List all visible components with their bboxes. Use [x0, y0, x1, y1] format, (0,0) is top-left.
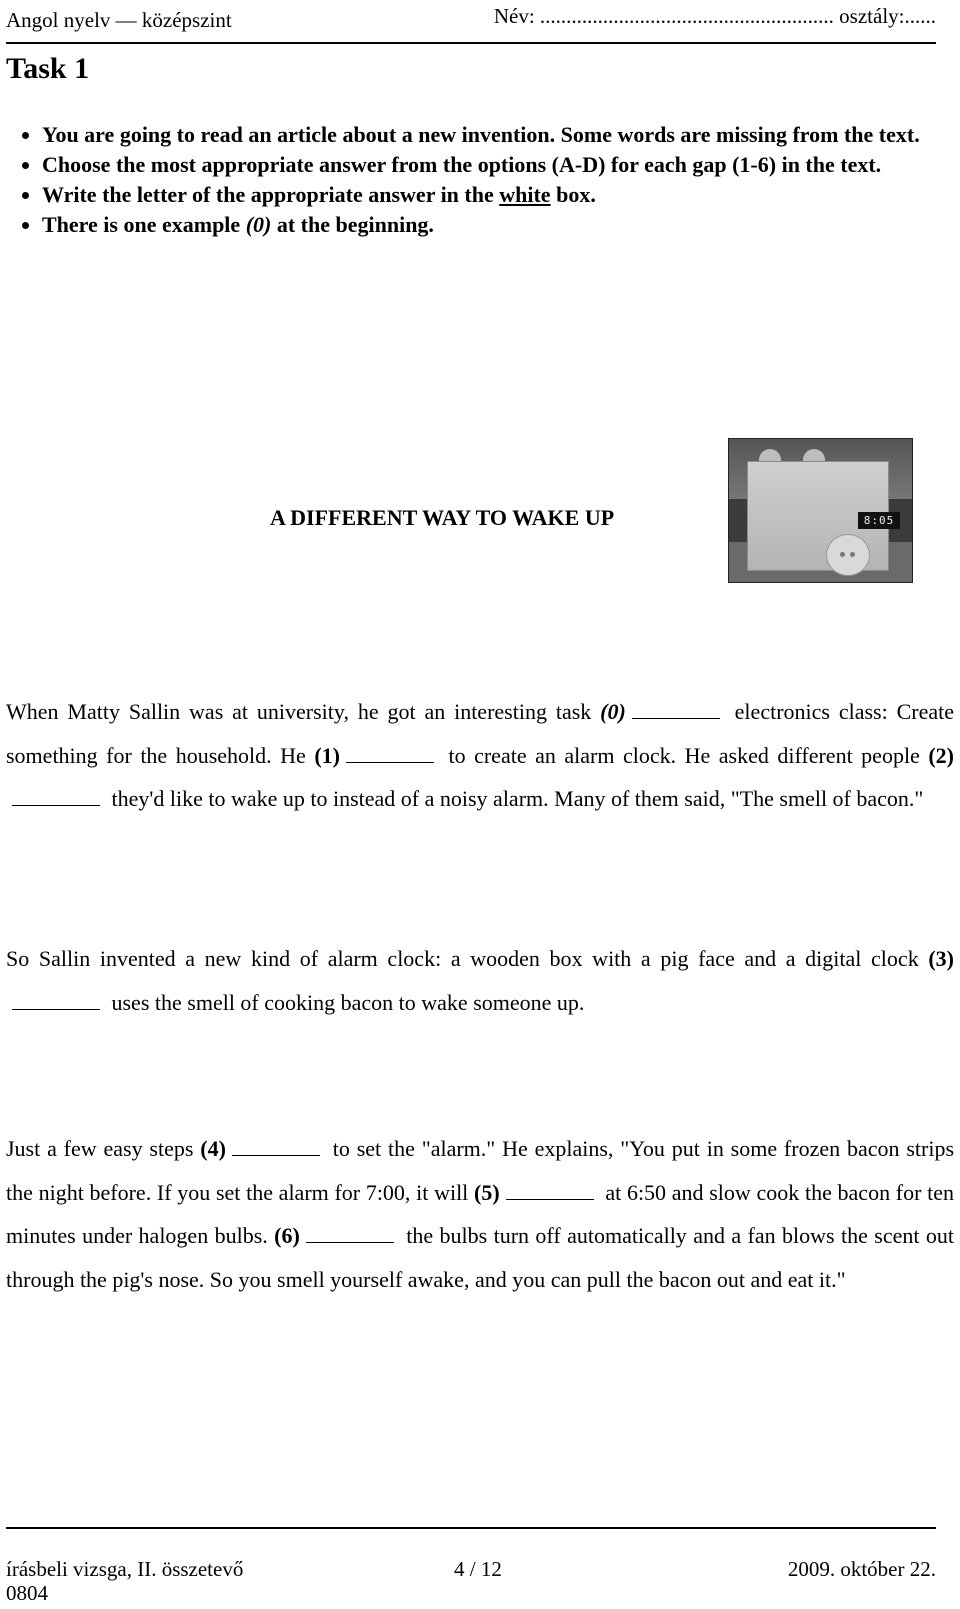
- article-title: A DIFFERENT WAY TO WAKE UP: [270, 505, 615, 530]
- instruction-item: • Choose the most appropriate answer from the options (A-D) for each gap (1-6) in the text.: [42, 150, 960, 180]
- exam-label: írásbeli vizsga, II. összetevő: [6, 1557, 244, 1581]
- example-marker: (0): [245, 212, 272, 237]
- instruction-item: • There is one example (0) at the beginning.: [42, 210, 960, 240]
- instruction-list: [6, 120, 960, 240]
- digital-clock-display: 8:05: [858, 512, 900, 529]
- article-paragraph-1: When Matty Sallin was at university, he got an interesting task (0) electronics class: Create something for the household. He (1) to create an alarm clock. He asked different people (2) they'd like to wake up to instead of a noisy alarm. Many of them said, "The smell of bacon.": [6, 699, 954, 811]
- subject-label: Angol nyelv — középszint: [6, 8, 232, 32]
- gap-6-blank: [306, 1222, 394, 1243]
- gap-3-blank: [12, 989, 100, 1010]
- gap-label-4: (4): [200, 1136, 226, 1161]
- pig-nose-icon: [826, 534, 870, 576]
- gap-0-blank: [632, 698, 720, 719]
- gap-label-5: (5): [474, 1179, 500, 1205]
- gap-label-6: (6): [274, 1223, 300, 1248]
- gap-label-3: (3): [928, 946, 954, 971]
- instruction-item: • Write the letter of the appropriate answer in the white box.: [42, 180, 960, 210]
- name-class-field: Név: ........................................................ osztály:......: [493, 4, 936, 28]
- gap-4-blank: [232, 1135, 320, 1156]
- exam-date: 2009. október 22.: [787, 1557, 936, 1581]
- instruction-item: • You are going to read an article about a new invention. Some words are missing from the text.: [42, 120, 960, 150]
- gap-5-blank: [506, 1179, 594, 1200]
- gap-label-2: (2): [928, 742, 954, 768]
- exam-code: 0804: [6, 1581, 48, 1605]
- alarm-clock-pig-box-photo-icon: [728, 438, 913, 583]
- page-header: [6, 4, 936, 44]
- page-number: 4 / 12: [454, 1557, 502, 1581]
- wooden-box: [747, 461, 895, 571]
- footer-divider: [6, 1527, 936, 1529]
- gap-label-1: (1): [314, 742, 340, 768]
- article-paragraph-2: So Sallin invented a new kind of alarm clock: a wooden box with a pig face and a digital clock (3) uses the smell of cooking bacon to wake someone up.: [6, 946, 954, 1015]
- gap-1-blank: [346, 742, 434, 763]
- article-paragraph-3: Just a few easy steps (4) to set the "alarm." He explains, "You put in some frozen bacon strips the night before. If you set the alarm for 7:00, it will (5) at 6:50 and slow cook the bacon for ten minutes under halogen bulbs. (6) the bulbs turn off automatically and a fan blows the scent out through the pig's nose. So you smell yourself awake, and you can pull the bacon out and eat it.": [6, 1136, 955, 1292]
- underlined-word: white: [499, 182, 551, 207]
- gap-label-0: (0): [600, 699, 626, 724]
- gap-2-blank: [12, 785, 100, 806]
- task-title: Task 1: [6, 52, 90, 85]
